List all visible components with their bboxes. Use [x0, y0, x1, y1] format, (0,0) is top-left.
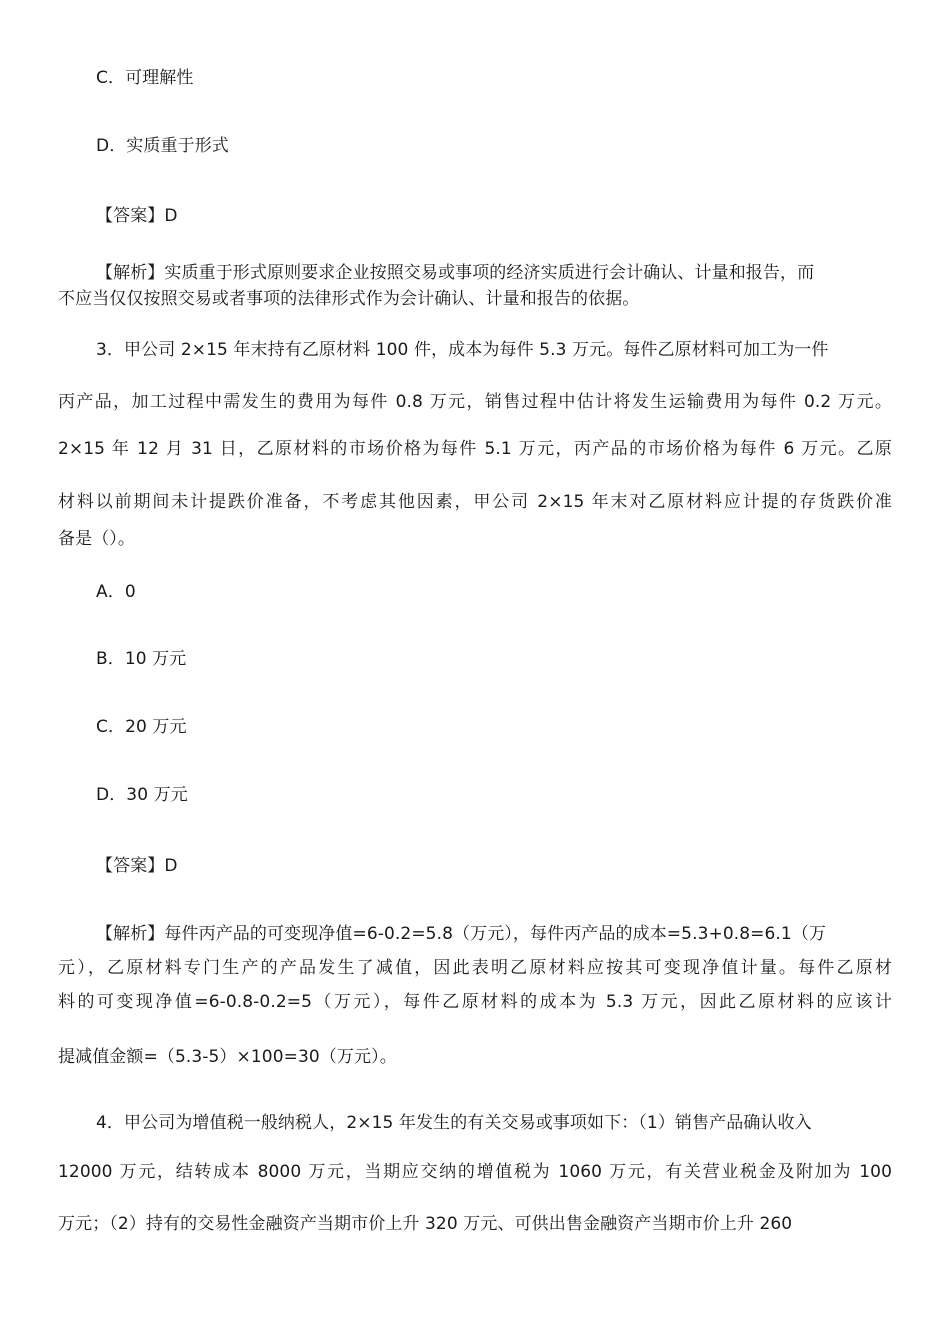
q4-stem-line-2: 12000 万元，结转成本 8000 万元，当期应交纳的增值税为 1060 万元，有关营业税金及附加为 100 [58, 1162, 892, 1182]
q4-stem-line-1: 4．甲公司为增值税一般纳税人，2×15 年发生的有关交易或事项如下：（1）销售产品确认收入 [96, 1113, 812, 1133]
q3-stem-line-4: 材料以前期间未计提跌价准备，不考虑其他因素，甲公司 2×15 年末对乙原材料应计提的存货跌价准 [58, 492, 892, 512]
q3-option-d: D．30 万元 [96, 785, 188, 805]
q3-option-b: B．10 万元 [96, 649, 187, 669]
q3-option-c: C．20 万元 [96, 717, 187, 737]
q3-stem-line-5: 备是（）。 [58, 529, 135, 549]
q3-analysis-line-2: 元），乙原材料专门生产的产品发生了减值，因此表明乙原材料应按其可变现净值计量。每件乙原材 [58, 958, 892, 978]
q3-stem-line-3: 2×15 年 12 月 31 日，乙原材料的市场价格为每件 5.1 万元，丙产品的市场价格为每件 6 万元。乙原 [58, 439, 892, 459]
q2-analysis-line-2: 不应当仅仅按照交易或者事项的法律形式作为会计确认、计量和报告的依据。 [58, 289, 640, 309]
q2-option-c: C．可理解性 [96, 68, 194, 88]
q3-analysis-line-3: 料的可变现净值=6-0.8-0.2=5（万元），每件乙原材料的成本为 5.3 万元，因此乙原材料的应该计 [58, 992, 892, 1012]
q3-stem-line-2: 丙产品，加工过程中需发生的费用为每件 0.8 万元，销售过程中估计将发生运输费用为每件 0.2 万元。 [58, 392, 892, 412]
q2-analysis-line-1: 【解析】实质重于形式原则要求企业按照交易或事项的经济实质进行会计确认、计量和报告，而 [96, 263, 815, 283]
q4-stem-line-3: 万元；（2）持有的交易性金融资产当期市价上升 320 万元、可供出售金融资产当期市价上升 260 [58, 1214, 793, 1234]
q2-option-d: D．实质重于形式 [96, 136, 229, 156]
q3-analysis-line-4: 提减值金额=（5.3-5）×100=30（万元）。 [58, 1047, 397, 1067]
q3-analysis-line-1: 【解析】每件丙产品的可变现净值=6-0.2=5.8（万元），每件丙产品的成本=5.3+0.8=6.1（万 [96, 924, 827, 944]
q2-answer: 【答案】D [96, 206, 178, 226]
q3-answer: 【答案】D [96, 856, 178, 876]
q3-stem-line-1: 3．甲公司 2×15 年末持有乙原材料 100 件，成本为每件 5.3 万元。每件乙原材料可加工为一件 [96, 340, 829, 360]
q3-option-a: A．0 [96, 582, 136, 602]
